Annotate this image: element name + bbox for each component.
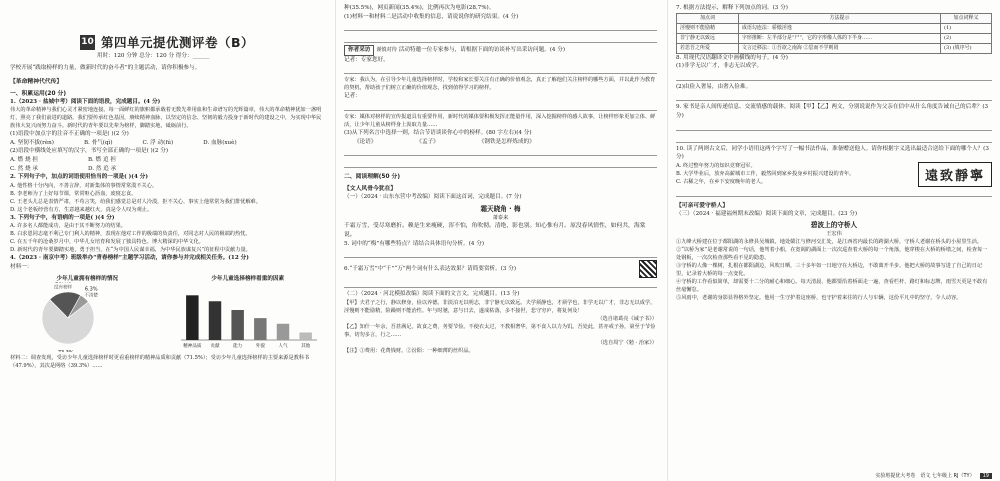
question-2-option-a[interactable]: A. 他性格十分内向，不善言辞，对新集体的事情常常漠不关心。 [10,182,158,189]
bar-category-label: 贡献 [209,343,220,349]
section-2-tag: 【文人风骨今犹在】 [344,186,397,193]
page-number: 19 [980,473,992,479]
question-3-option-c[interactable]: C. 在五千年的沧桑岁月中，中华儿女培育和发展了独具特色、博大精深的中华文化。 [10,239,204,246]
article-paragraph: ⑤风雨中，老谢的身影显得格外坚定。他用一生守护着这座桥，也守护着来往的行人与车辆，这份平凡中的坚守，令人动容。 [676,295,962,302]
article-author: 王宏伟 [826,231,842,238]
question-6-row [344,260,657,278]
answer-line[interactable] [676,121,992,131]
column-3 [667,0,1000,481]
bar-category-label: 外貌 [255,343,265,349]
bar-chart-box [171,274,326,354]
table-row [677,23,992,33]
qr-code-icon [639,260,657,278]
bar-category-label: 人气 [277,343,288,349]
material-1-label: 材料一： [10,263,33,270]
bar [254,318,266,340]
question-2-option-d[interactable]: D. 这个老板经营有方，生意越来越红火，真是令人叹为观止。 [10,206,153,213]
answer-line[interactable] [344,248,657,258]
passage-yi-source: （选自周宁《勉 · 治家》） [597,339,657,346]
question-8: 8. 用现代汉语翻译文中画横线的句子。(4 分) [676,54,788,61]
interview-tag: 你者采访 [344,45,374,56]
pie-slice-label [58,349,74,351]
option-b[interactable]: B. 骨气(qì) [83,139,113,146]
passage-jia: 【甲】夫君子之行，静以修身，俭以养德。非淡泊无以明志，非宁静无以致远。夫学须静也，才须学也，非学无以广才，非志无以成学。淫慢则不能励精，险躁则不能治性。年与时驰，意与日去，遂成枯落，多不接世，悲守穷庐，将复何及！ [344,299,656,314]
question-1-1-options [10,139,325,148]
question-1-passage: 伟大的革命精神与我们心灵才紧密地连接。每一面鲜红的旗帜都承载着无数先辈用血和生命谱写的光辉篇章，伟大的革命精神犹如一盏明灯，照亮了我们前进的道路。我们要传承红色基因，赓续精神血脉，以坚定的信念、坚韧的毅力投身于新时代的建设之中，为实现中华民族伟大复兴而努力奋斗。新时代的青年要以先辈为榜样，脚踏实地，砥砺前行。 [10,107,322,130]
calligraphy-artwork: 遠致靜寧 [918,162,992,187]
question-3-option-d[interactable]: D. 新时代的青年要脚踏实地，勇于担当，在“为中国人民谋幸福，为中华民族谋复兴”的征程中贡献力量。 [10,247,251,254]
interview-tag-note: 谨慎对待 [376,47,397,54]
part-2-heading: 二、阅读理解(50 分) [344,174,400,181]
answer-cell[interactable]: (3) (填序号) [941,43,992,53]
table-cell: 字形推断：左半部分是“尸”，它的字形像人体的下半身…… [738,33,940,43]
question-3: 3. 下列句子中，有语病的一项是( )(4 分) [10,214,115,221]
bar-category-label: 精神品质 [182,343,202,349]
pie-category-label: 不清楚 [84,293,99,299]
question-1: 1.（2023 · 盐城中考）阅读下面的语段，完成题目。(4 分) [10,98,161,105]
option-b[interactable]: B. 燃 追 担 [87,156,116,163]
question-3-option-b[interactable]: B. 白求恩同志毫不利己专门利人的精神，表现在他对工作的极端的负责任，对同志对人民的极端的热忱。 [10,231,251,238]
article-title: 碧波上的守桥人 [810,221,858,230]
question-9: 9. 家书是亲人间传递信息、交流情感的载体。阅读【甲】【乙】两文，分别说说作为父亲在信中从什么角度告诫自己的后辈？(3 分) [676,104,989,119]
question-5: 5. 词中的“梅”有哪些特点？请结合具体语句分析。(4 分) [344,240,485,247]
question-8-1: (1)非学无以广才，非志无以成学。 [676,63,763,70]
poem-author: 萧泰来 [492,214,509,221]
quote-sources [344,138,657,147]
interview-intro: 活动特邀一位专家参与，请根据下面的访谈补写出采访问题。(4 分) [398,47,566,54]
bar [276,323,288,339]
question-2: 2. 下列句子中，加点的词语使用恰当的一项是( )(4 分) [10,174,149,181]
passage-yi: 【乙】知什一年余，吾甚满足。故食之费，务要节俭。不使衣太过，不教相奢华，第不食人以力为饥。吾处此，甚亦戒子孙，第至于节俭事，切勿多言，行之…… [344,323,656,338]
option-d[interactable]: D. 然 追 承 [87,165,117,172]
quote-source: 《钢铁是怎样炼成的》 [478,138,535,145]
question-1-2-options-row2 [10,165,325,174]
question-4: 4.（2023 · 南京中考）班级举办“青春榜样”主题学习活动，请你参与并完成相关任务。(12 分) [10,255,249,262]
table-cell: 淫慢则不能励精 [677,23,739,33]
option-a[interactable]: A. 坚韧不拔(rèn) [10,139,54,146]
option-c[interactable]: C. 然 烧 承 [10,165,38,172]
question-7-table [676,13,992,54]
answer-line[interactable] [344,101,657,111]
question-10-options-row [676,162,992,187]
pie-chart-title: 少年儿童拥有榜样的情况 [56,275,119,282]
bar [208,301,220,340]
pie-chart-box [10,274,165,354]
answer-line[interactable] [344,146,657,156]
answer-line[interactable] [676,133,992,143]
exam-meta: 用时：120 分钟 总分：120 分 得分：______ [97,53,210,59]
question-10-option-b[interactable]: B. 大学毕业后，放弃高薪城市工作，毅然回到家乡投身乡村振兴建设的青年。 [676,171,855,178]
charts-row [10,274,325,354]
classical-question-intro: （二）（2024 · 河北模拟改编）阅读下面的文言文，完成题目。(13 分) [344,291,520,298]
answer-cell[interactable]: (2) [941,33,992,43]
column-1 [0,0,333,481]
footer-subject: 语文 七年级上 RJ（TY） [920,473,975,479]
table-row [677,33,992,43]
answer-line[interactable] [676,91,992,101]
pie-category-label: 没有榜样 [53,284,73,290]
question-1-1: (1)语段中加点字的注音不正确的一项是( )(2 分) [10,131,129,138]
question-2-option-c[interactable]: C. 王老头儿总是表情严肃，不苟言笑，给我们感觉总是对人冷漠，拒不关心，事实上他常常为我们排忧解难。 [10,198,261,205]
question-8-2: (2)由俭入奢易，由奢入俭难。 [676,83,752,90]
question-7: 7. 根据方法提示，解释下列加点的词。(3 分) [676,5,788,11]
question-2-option-b[interactable]: B. 李老师为了上好每节课，常常呕心沥血，废寝忘食。 [10,190,137,197]
section-3-tag: 【可亲可爱守桥人】 [676,202,729,209]
pie-chart [10,282,160,352]
poem-text: 千霜万雪，受尽寒磨折。赖是生来瘦硬，浑不怕，角吹彻。清绝，影也别。知心惟有月。原没春风情性，如何共，海棠说。 [344,222,646,238]
intro-text: 学校开展“践取榜样的力量，做新时代的奋斗者”的主题活动，请你积极参与。 [10,65,201,71]
question-4-1: (1)材料一和材料二是活动中收集的信息，请说说你的研究结果。(4 分) [344,13,519,20]
footer-book: 实验班提优大考卷 [875,473,916,479]
section-tag: 【革命精神代代传】 [10,78,63,85]
question-3-option-a[interactable]: A. 许多名人都能成功，是由于其不断努力的结果。 [10,223,126,230]
table-cell: 非宁静无以致远 [677,33,739,43]
poem-question-intro: （一）（2024 · 山东东营中考改编）阅读下面这首词，完成题目。(7 分) [344,194,522,201]
bar [186,295,198,340]
option-c[interactable]: C. 浮 动(fú) [142,139,174,146]
question-1-2: (2)语段中横线处应填写的汉字，书写全部正确的一项是( )(2 分) [10,148,169,155]
question-10-option-c[interactable]: C. 古稀之年，在乡下安度晚年的老人。 [676,179,767,186]
modern-question-intro: （三）（2024 · 福建福州期末改编）阅读下面的文章，完成题目。(23 分) [676,210,858,217]
bar [231,310,243,340]
bar-category-label: 能力 [232,343,242,349]
answer-line[interactable] [344,64,657,74]
table-header-cell: 加点词 [677,13,739,23]
answer-line[interactable] [676,71,992,81]
question-10-options [676,162,906,186]
bar-category-label: 其他 [300,343,310,349]
answer-line[interactable] [344,278,657,288]
continued-line: 种(35.5%)，网页新闻(35.4%)，比例再次为电影(28.7%)。 [344,5,495,11]
question-6: 6.“千霜万雪”中“千”“万”两个词有什么表达效果？请简要赏析。(3 分) [344,266,517,273]
table-cell: 若思吾之所爱 [677,43,739,53]
answer-line[interactable] [344,33,657,43]
table-cell: 成语勾连法：骄傲淫逸 [738,23,940,33]
question-10-option-a[interactable]: A. 终过整年努力的知识竞赛冠军。 [676,163,756,170]
unit-number-badge: 10 [80,35,95,50]
option-d[interactable]: D. 血脉(xuè) [203,139,237,146]
table-row [677,43,992,53]
pie-slice-label: 6.3% [84,286,98,293]
question-1-2-options [10,156,325,165]
reporter-line-2: 记者： [344,93,361,100]
article-paragraph: ②“以桥为家”是老谢常说的一句话，他驾着小船，在宽阔的湖面上一次次巡查着大桥的每一个角落，他穿梭在大桥的桥墩之间，检查每一处钢板，一次次检查那些看不见的隐患。 [676,247,988,262]
expert-answer-1: 专家：我认为，在引导少年儿童选择榜样时，学校和家长要关注有正确的价值观念，真正了解他们关注榜样的哪些方面，并以此作为教育的契机，帮助孩子们树立正确的价值观念，找到值得学习的榜样。 [344,77,656,92]
notes: 【注】①费用：花费钱财。②汾阳：一种细薄的丝织品。 [344,347,474,354]
answer-line[interactable] [676,187,992,197]
answer-cell[interactable]: (1) [941,23,992,33]
option-a[interactable]: A. 燃 烧 担 [10,156,38,163]
part-1-heading: 一、积累运用(20 分) [10,90,66,97]
reporter-line-1: 记者：专家您好， [344,56,389,63]
table-cell: 文言迁移法：①吾欲之南海 ②思而不学则罔 [738,43,940,53]
poem-title: 霜天晓角 · 梅 [480,204,521,213]
article-paragraph: ③守桥的人像一棵树，扎根在都阳湖边，风吹日晒，三十多年如一日地守在大桥边，不敢离开半步。他把大桥的故事写进了自己的日记里，记录着大桥的每一点变化。 [676,263,983,278]
column-2 [335,0,665,481]
passage-jia-source: （选自诸葛亮《诫子书》） [597,315,657,322]
material-2: 材料二：调查发现，受访少年儿童选择榜样时更看重榜样的精神品质和贡献（71.5%）；受访少年儿童选择榜样的主要来源是教科书（47.9%），其次是网络（39.3%）…… [10,354,310,369]
quote-source: 《论语》 [354,138,377,145]
expert-answer-2: 专家：媒体对榜样的宣传报道具有重要作用，新时代的媒体要积极发挥正能量作用，深入挖掘榜样的感人故事，让榜样形象更加立体、鲜活，让少年儿童从榜样身上汲取力量…… [344,113,656,128]
table-header-row [677,13,992,23]
quote-source: 《孟子》 [416,138,439,145]
page-footer [875,472,992,479]
pie-slice-label [55,282,71,284]
bar [299,332,311,340]
page-title: 第四单元提优测评卷（B） [101,35,255,50]
answer-line[interactable] [344,158,657,168]
table-header-cell: 加点词释义 [941,13,992,23]
answer-line[interactable] [344,21,657,31]
article-paragraph: ①九峰大桥建在位于都阳湖的永修县吴城镇，地处赣江与修河交汇处，是江西省内最长的跨湖大桥，守桥人老谢在桥头的小屋里生活。 [676,239,983,246]
question-4-3: (3)从下列名言中选择一则，结合节语谈谈你心中的榜样。(80 字左右)(4 分) [344,129,532,136]
table-header-cell: 方法提示 [738,13,940,23]
bar-chart-title: 少年儿童选择榜样看重的因素 [211,275,285,282]
bar-chart [171,282,321,352]
question-10: 10. 读了两则古文后，同学小语用这两个字写了一幅书法作品，准备赠送他人。请你根据字义选出最适合送给下面的哪个人？(3 分) [676,145,989,161]
article-paragraph: ④守桥的工作看似简单，却需要十二分的耐心和细心。每天清晨，他都要沿着桥面走一遍，查看栏杆、路灯和标志牌，雨雪天更是不敢有丝毫懈怠。 [676,279,988,294]
